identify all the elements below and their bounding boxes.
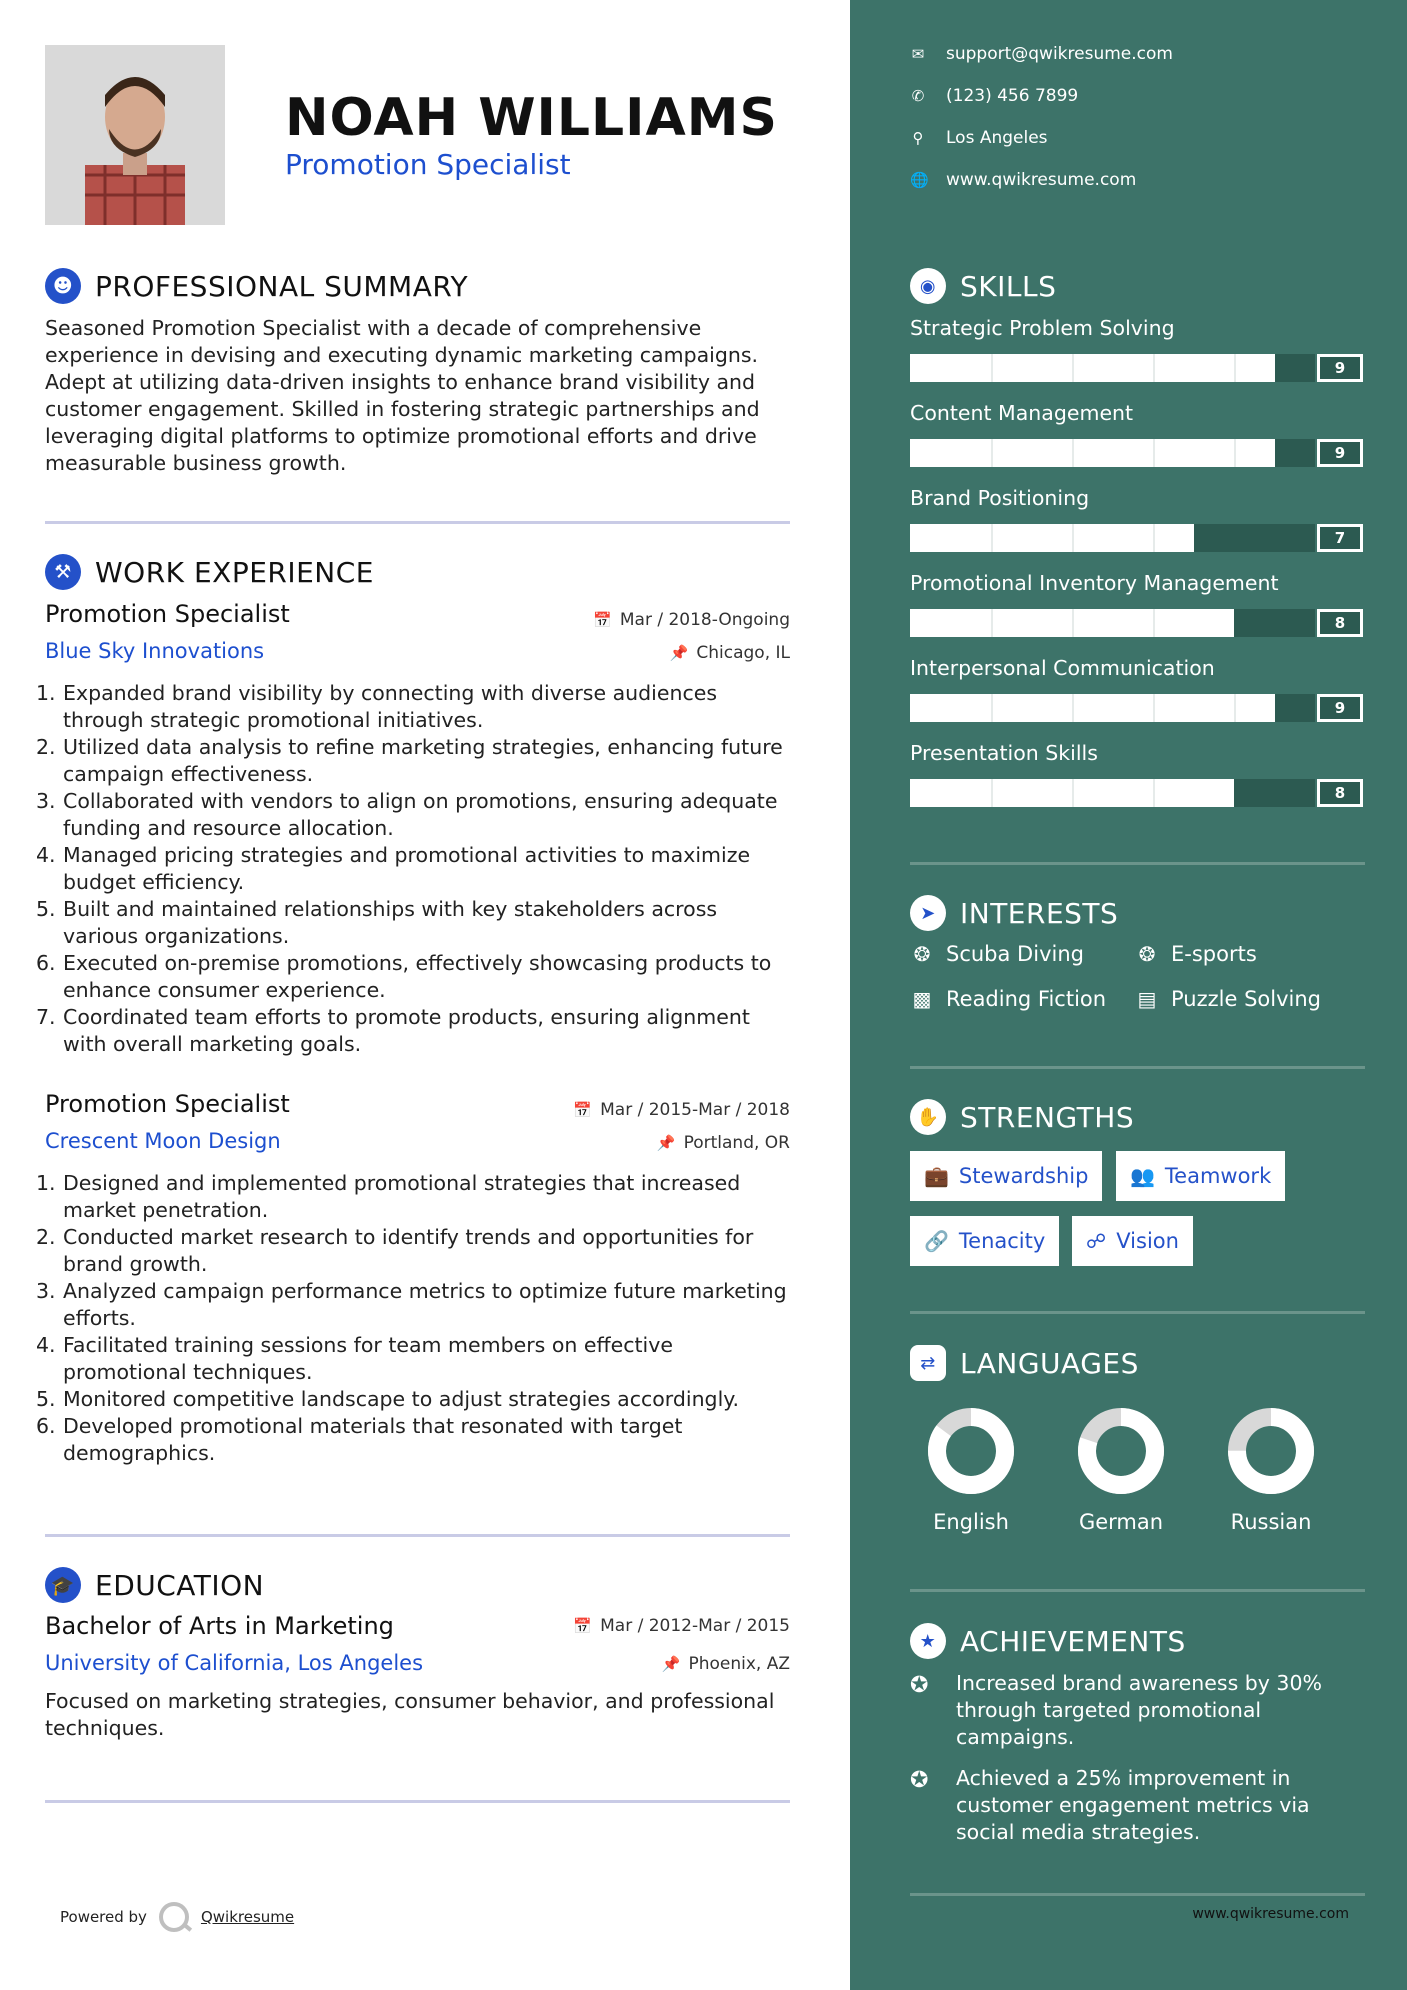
skill-bar	[910, 609, 1315, 637]
duty-item: Monitored competitive landscape to adjust strategies accordingly.	[63, 1387, 739, 1411]
qwikresume-logo-icon	[159, 1902, 189, 1932]
achievements-title: ACHIEVEMENTS	[960, 1624, 1186, 1658]
interest-label: E-sports	[1171, 942, 1257, 966]
education-title: EDUCATION	[95, 1568, 265, 1602]
strengths-heading	[910, 1099, 1134, 1135]
interest-label: Puzzle Solving	[1171, 987, 1321, 1011]
phone-icon: ✆	[911, 87, 925, 105]
sidebar-divider	[910, 1066, 1365, 1069]
interests-heading	[910, 895, 1118, 931]
skill-bar-segment	[991, 439, 993, 467]
skill-name: Strategic Problem Solving	[910, 316, 1175, 340]
duty-item: Developed promotional materials that resonated with target demographics.	[63, 1414, 683, 1465]
user-icon: ☻	[45, 268, 81, 304]
skills-title: SKILLS	[960, 269, 1057, 303]
job-title: Promotion Specialist	[45, 600, 290, 628]
skill-bar-segment	[991, 609, 993, 637]
job-location-text: Portland, OR	[683, 1133, 790, 1153]
footer-website[interactable]: www.qwikresume.com	[1192, 1906, 1349, 1922]
map-marker-icon: ⚲	[912, 129, 924, 147]
job-location	[670, 643, 790, 663]
skill-bar-fill	[910, 524, 1194, 552]
interest-item	[1135, 942, 1257, 966]
contact-phone	[910, 86, 1078, 106]
skills-heading	[910, 268, 1056, 304]
skill-bar-segment	[1153, 524, 1155, 552]
job-duties-list	[36, 680, 796, 1058]
job-title: Promotion Specialist	[45, 1090, 290, 1118]
skill-bar-segment	[1072, 609, 1074, 637]
languages-title: LANGUAGES	[960, 1346, 1139, 1380]
skill-name: Presentation Skills	[910, 741, 1098, 765]
strengths-title: STRENGTHS	[960, 1100, 1135, 1134]
duty-item: Expanded brand visibility by connecting with diverse audiences through strategic promotional initiatives.	[63, 681, 718, 732]
skill-bar-segment	[1072, 439, 1074, 467]
job-location-text: Chicago, IL	[696, 643, 790, 663]
skill-name: Interpersonal Communication	[910, 656, 1215, 680]
language-name: Russian	[1230, 1510, 1312, 1534]
skill-bar-segment	[991, 524, 993, 552]
skill-bar	[910, 354, 1315, 382]
job-dates	[573, 1100, 790, 1120]
duty-item: Managed pricing strategies and promotional activities to maximize budget efficiency.	[63, 843, 751, 894]
interest-item	[910, 942, 1084, 966]
avatar	[45, 45, 225, 225]
interest-label: Reading Fiction	[946, 987, 1107, 1011]
powered-by-label: Powered by	[60, 1908, 147, 1926]
sidebar-divider	[910, 1589, 1365, 1592]
achievement-text: Increased brand awareness by 30% through targeted promotional campaigns.	[956, 1671, 1322, 1749]
link-icon: 🔗	[924, 1229, 949, 1253]
envelope-icon: ✉	[911, 45, 925, 63]
job-location	[657, 1133, 790, 1153]
strength-badge	[1072, 1216, 1193, 1266]
gamepad-icon: ▩	[912, 987, 932, 1011]
briefcase-icon: 💼	[924, 1164, 949, 1188]
achievement-item	[910, 1765, 1350, 1846]
strength-label: Teamwork	[1164, 1164, 1272, 1188]
skill-bar-segment	[1153, 779, 1155, 807]
interests-title: INTERESTS	[960, 896, 1119, 930]
binoculars-icon: ☍	[1086, 1229, 1107, 1253]
paper-plane-icon: ➤	[910, 895, 946, 931]
languages-heading	[910, 1345, 1139, 1381]
language-donut	[928, 1408, 1014, 1494]
contact-location	[910, 128, 1048, 148]
contact-website	[910, 170, 1136, 190]
strength-badge	[910, 1151, 1102, 1201]
education-dates	[573, 1616, 790, 1636]
job-company: Blue Sky Innovations	[45, 639, 265, 663]
skill-bar-segment	[1072, 524, 1074, 552]
lightbulb-icon: ◉	[910, 268, 946, 304]
skill-bar	[910, 779, 1315, 807]
calendar-icon: 📅	[573, 1617, 593, 1635]
experience-title: WORK EXPERIENCE	[95, 555, 374, 589]
summary-heading	[45, 268, 468, 304]
sidebar-divider	[910, 862, 1365, 865]
skill-level: 9	[1317, 694, 1363, 722]
duty-item: Executed on-premise promotions, effectively showcasing products to enhance consumer experience.	[63, 951, 772, 1002]
skill-bar-fill	[910, 694, 1275, 722]
skill-level: 8	[1317, 609, 1363, 637]
education-location	[662, 1654, 790, 1674]
skill-bar-segment	[1153, 609, 1155, 637]
skill-level: 9	[1317, 354, 1363, 382]
skill-bar-segment	[1153, 354, 1155, 382]
skill-bar-fill	[910, 439, 1275, 467]
shooting-star-icon: ✪	[910, 1768, 929, 1793]
skill-bar-segment	[1072, 779, 1074, 807]
skill-bar-segment	[1234, 694, 1236, 722]
interest-item	[1135, 987, 1321, 1011]
shooting-star-icon: ✪	[910, 1673, 929, 1698]
job-dates	[593, 610, 790, 630]
education-location-text: Phoenix, AZ	[688, 1654, 790, 1674]
job-duties-list	[36, 1170, 796, 1467]
strength-badge	[1116, 1151, 1285, 1201]
job-dates-text: Mar / 2018-Ongoing	[619, 610, 790, 630]
skill-bar-segment	[1153, 694, 1155, 722]
strength-label: Vision	[1116, 1229, 1179, 1253]
skill-name: Content Management	[910, 401, 1134, 425]
pin-icon: 📌	[661, 1655, 681, 1673]
pin-icon: 📌	[656, 1134, 676, 1152]
users-icon: 👥	[1130, 1164, 1155, 1188]
language-name: German	[1078, 1510, 1164, 1534]
skill-bar-segment	[1072, 694, 1074, 722]
interest-item	[910, 987, 1106, 1011]
experience-heading	[45, 554, 374, 590]
skill-bar-segment	[1234, 439, 1236, 467]
skill-bar	[910, 694, 1315, 722]
strength-badge	[910, 1216, 1059, 1266]
achievement-text: Achieved a 25% improvement in customer engagement metrics via social media strategies.	[956, 1766, 1310, 1844]
duty-item: Conducted market research to identify trends and opportunities for brand growth.	[63, 1225, 754, 1276]
skill-bar-segment	[1153, 439, 1155, 467]
skill-level: 8	[1317, 779, 1363, 807]
degree-title: Bachelor of Arts in Marketing	[45, 1612, 394, 1640]
sidebar-divider	[910, 1893, 1365, 1896]
pin-icon: 📌	[669, 644, 689, 662]
sidebar-divider	[910, 1311, 1365, 1314]
duty-item: Facilitated training sessions for team members on effective promotional techniques.	[63, 1333, 673, 1384]
education-heading	[45, 1567, 264, 1603]
duty-item: Analyzed campaign performance metrics to optimize future marketing efforts.	[63, 1279, 787, 1330]
skill-bar-segment	[991, 779, 993, 807]
skill-bar	[910, 439, 1315, 467]
interest-label: Scuba Diving	[946, 942, 1084, 966]
section-divider	[45, 521, 790, 524]
skill-bar-segment	[1234, 354, 1236, 382]
qwikresume-link[interactable]: Qwikresume	[200, 1908, 295, 1926]
contact-website-text: www.qwikresume.com	[946, 170, 1137, 190]
strength-label: Tenacity	[958, 1229, 1046, 1253]
powered-by	[60, 1902, 294, 1932]
section-divider	[45, 1534, 790, 1537]
skill-level: 7	[1317, 524, 1363, 552]
skill-bar-fill	[910, 354, 1275, 382]
contact-location-text: Los Angeles	[946, 128, 1048, 148]
contact-email	[910, 44, 1173, 64]
skill-bar	[910, 524, 1315, 552]
candidate-name: NOAH WILLIAMS	[285, 88, 778, 148]
achievement-item	[910, 1670, 1350, 1751]
section-divider	[45, 1800, 790, 1803]
skill-bar-fill	[910, 779, 1234, 807]
language-donut	[1228, 1408, 1314, 1494]
job-company: Crescent Moon Design	[45, 1129, 281, 1153]
duty-item: Coordinated team efforts to promote products, ensuring alignment with overall marketing goals.	[63, 1005, 750, 1056]
fist-icon: ✋	[910, 1099, 946, 1135]
school-name: University of California, Los Angeles	[45, 1651, 424, 1675]
profile-photo	[45, 45, 225, 225]
skill-name: Brand Positioning	[910, 486, 1090, 510]
summary-title: PROFESSIONAL SUMMARY	[95, 269, 469, 303]
star-icon: ★	[910, 1623, 946, 1659]
achievements-heading	[910, 1623, 1186, 1659]
skill-bar-fill	[910, 609, 1234, 637]
lifebuoy-icon: ❂	[1138, 942, 1156, 966]
contact-phone-text: (123) 456 7899	[946, 86, 1079, 106]
duty-item: Utilized data analysis to refine marketing strategies, enhancing future campaign effectiveness.	[63, 735, 783, 786]
strength-label: Stewardship	[958, 1164, 1089, 1188]
language-name: English	[933, 1510, 1009, 1534]
skill-level: 9	[1317, 439, 1363, 467]
summary-text: Seasoned Promotion Specialist with a decade of comprehensive experience in devising and executing dynamic marketing campaigns. Adept at utilizing data-driven insights to enhance brand visibility and customer engagement. Skilled in fostering strategic partnerships and leveraging digital platforms to optimize promotional efforts and drive measurable business growth.	[45, 316, 760, 475]
skill-bar-segment	[991, 354, 993, 382]
duty-item: Built and maintained relationships with key stakeholders across various organizations.	[63, 897, 718, 948]
education-description: Focused on marketing strategies, consumer behavior, and professional techniques.	[45, 1689, 775, 1740]
duty-item: Designed and implemented promotional strategies that increased market penetration.	[63, 1171, 741, 1222]
skill-bar-segment	[1072, 354, 1074, 382]
chair-icon: ⚒	[45, 554, 81, 590]
skill-name: Promotional Inventory Management	[910, 571, 1279, 595]
graduation-icon: 🎓	[45, 1567, 81, 1603]
education-dates-text: Mar / 2012-Mar / 2015	[600, 1616, 790, 1636]
contact-email-text: support@qwikresume.com	[946, 44, 1173, 64]
language-donut	[1078, 1408, 1164, 1494]
translate-icon: ⇄	[910, 1345, 946, 1381]
calendar-icon: 📅	[593, 611, 612, 629]
lifebuoy-icon: ❂	[913, 942, 931, 966]
book-icon: ▤	[1137, 987, 1157, 1011]
candidate-role: Promotion Specialist	[285, 148, 571, 181]
skill-bar-segment	[991, 694, 993, 722]
globe-icon: 🌐	[910, 171, 929, 189]
calendar-icon: 📅	[573, 1101, 593, 1119]
duty-item: Collaborated with vendors to align on promotions, ensuring adequate funding and resource allocation.	[63, 789, 778, 840]
job-dates-text: Mar / 2015-Mar / 2018	[600, 1100, 790, 1120]
